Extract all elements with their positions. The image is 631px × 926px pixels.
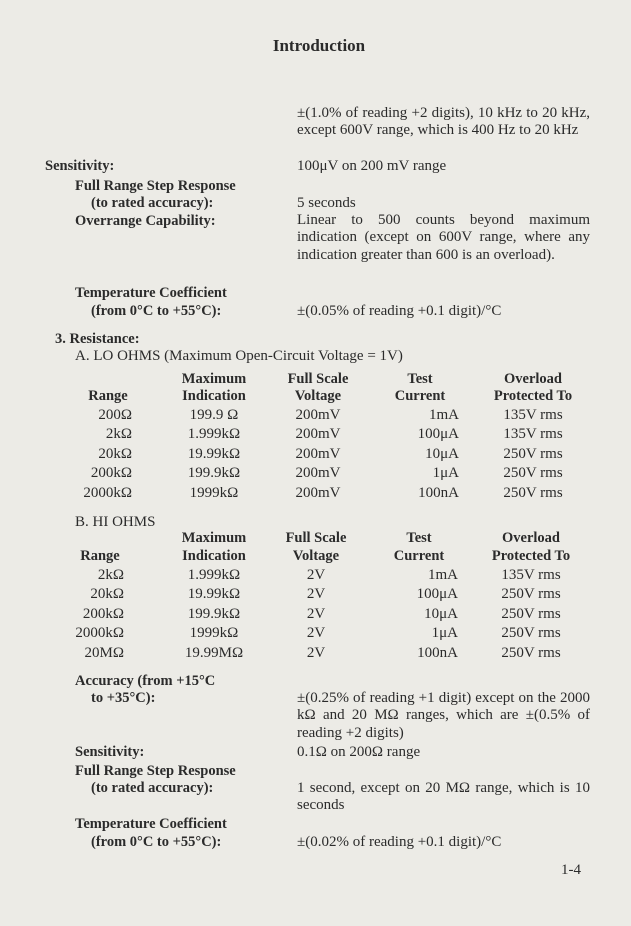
lo-row-fs: 200mV [295, 484, 341, 501]
resistance-heading: 3. Resistance: [55, 331, 140, 347]
page-number: 1-4 [561, 862, 581, 878]
hi-row-test: 1mA [428, 567, 458, 583]
lo-row-test: 1mA [429, 407, 459, 423]
hi-header-over-2: Protected To [491, 548, 571, 564]
lo-header-test-1: Test [407, 371, 433, 387]
temp-coefficient-label-2: (from 0°C to +55°C): [91, 303, 222, 319]
lo-row-range: 200kΩ [90, 465, 132, 482]
ohms-accuracy-value: ±(0.25% of reading +1 digit) except on the 2000 kΩ and 20 MΩ ranges, which are ±(0.5% of reading +2 digits) [297, 690, 590, 741]
hi-ohms-title: B. HI OHMS [75, 514, 156, 530]
lo-row-over: 250V rms [503, 445, 563, 462]
ac-accuracy-continuation: ±(1.0% of reading +2 digits), 10 kHz to 20 kHz, except 600V range, which is 400 Hz to 20 kHz [297, 105, 590, 139]
ohms-accuracy-label-2: to +35°C): [91, 690, 156, 706]
ohms-temp-label-2: (from 0°C to +55°C): [91, 834, 222, 850]
lo-row-fs: 200mV [295, 445, 341, 462]
ohms-temp-value: ±(0.02% of reading +0.1 digit)/°C [297, 834, 502, 850]
ohms-step-label-2: (to rated accuracy): [91, 780, 214, 796]
lo-row-fs: 200mV [295, 426, 341, 443]
ohms-step-value: 1 second, except on 20 MΩ range, which is 10 seconds [297, 780, 590, 814]
hi-row-test: 1μA [431, 625, 458, 642]
hi-header-test-2: Current [393, 548, 445, 564]
page-title: Introduction [272, 36, 366, 55]
hi-row-max: 19.99MΩ [184, 644, 244, 661]
hi-row-test: 100μA [416, 586, 458, 603]
lo-row-test: 1μA [432, 465, 459, 482]
lo-row-max: 1.999kΩ [187, 426, 241, 443]
ohms-step-label: Full Range Step Response [75, 763, 236, 779]
ohms-sensitivity-label: Sensitivity: [75, 744, 145, 760]
lo-ohms-title: A. LO OHMS (Maximum Open-Circuit Voltage = 1V) [75, 348, 403, 364]
overrange-value: Linear to 500 counts beyond maximum indication (except on 600V range, where any indication greater than 600 is an overload). [297, 212, 590, 263]
lo-row-test: 10μA [425, 445, 459, 462]
hi-row-range: 20MΩ [84, 644, 124, 661]
lo-row-max: 199.9 Ω [189, 407, 239, 423]
temp-coefficient-label: Temperature Coefficient [75, 285, 227, 301]
lo-row-fs: 200mV [295, 407, 341, 423]
hi-row-over: 250V rms [501, 644, 561, 661]
hi-row-range: 2kΩ [97, 567, 124, 583]
hi-header-max-2: Indication [182, 548, 246, 564]
ohms-temp-label: Temperature Coefficient [75, 816, 227, 832]
hi-row-fs: 2V [306, 605, 326, 622]
hi-row-over: 250V rms [501, 586, 561, 603]
lo-row-range: 2kΩ [105, 426, 132, 443]
temp-coefficient-value: ±(0.05% of reading +0.1 digit)/°C [297, 303, 502, 319]
hi-row-max: 199.9kΩ [187, 605, 241, 622]
hi-row-test: 10μA [424, 605, 458, 622]
lo-header-fs-1: Full Scale [287, 371, 349, 387]
lo-row-test: 100μA [417, 426, 459, 443]
ohms-sensitivity-value: 0.1Ω on 200Ω range [297, 744, 421, 760]
hi-header-fs-1: Full Scale [285, 530, 347, 546]
lo-row-over: 135V rms [503, 426, 563, 443]
ohms-accuracy-label: Accuracy (from +15°C [75, 673, 216, 689]
hi-row-max: 1999kΩ [189, 625, 239, 642]
lo-row-range: 20kΩ [98, 445, 132, 462]
lo-header-over-2: Protected To [493, 388, 573, 404]
hi-row-range: 200kΩ [82, 605, 124, 622]
lo-header-over-1: Overload [504, 371, 562, 387]
lo-row-max: 199.9kΩ [187, 465, 241, 482]
hi-row-range: 20kΩ [90, 586, 124, 603]
hi-header-fs-2: Voltage [292, 548, 340, 564]
step-response-label: Full Range Step Response [75, 178, 236, 194]
hi-row-range: 2000kΩ [75, 625, 124, 642]
hi-row-test: 100nA [417, 644, 458, 661]
lo-row-over: 250V rms [503, 484, 563, 501]
lo-row-test: 100nA [418, 484, 459, 501]
lo-header-fs-2: Voltage [294, 388, 342, 404]
hi-row-fs: 2V [306, 586, 326, 603]
hi-row-over: 250V rms [501, 625, 561, 642]
lo-row-range: 200Ω [98, 407, 132, 423]
lo-header-range: Range [88, 388, 128, 404]
hi-row-over: 135V rms [501, 567, 561, 583]
sensitivity-value: 100μV on 200 mV range [297, 158, 447, 174]
hi-header-range: Range [80, 548, 120, 564]
step-response-value: 5 seconds [297, 195, 356, 211]
lo-header-max-1: Maximum [181, 371, 247, 387]
hi-header-max-1: Maximum [181, 530, 247, 546]
lo-row-over: 135V rms [503, 407, 563, 423]
hi-row-over: 250V rms [501, 605, 561, 622]
hi-row-max: 19.99kΩ [187, 586, 241, 603]
lo-row-over: 250V rms [503, 465, 563, 482]
hi-header-over-1: Overload [502, 530, 560, 546]
hi-row-fs: 2V [306, 644, 326, 661]
hi-row-fs: 2V [306, 625, 326, 642]
step-response-label-2: (to rated accuracy): [91, 195, 214, 211]
lo-row-fs: 200mV [295, 465, 341, 482]
lo-row-max: 1999kΩ [189, 484, 239, 501]
lo-header-max-2: Indication [182, 388, 246, 404]
hi-row-max: 1.999kΩ [187, 567, 241, 583]
lo-header-test-2: Current [394, 388, 446, 404]
hi-row-fs: 2V [306, 567, 326, 583]
sensitivity-label: Sensitivity: [45, 158, 115, 174]
lo-row-max: 19.99kΩ [187, 445, 241, 462]
overrange-label: Overrange Capability: [75, 213, 216, 229]
lo-row-range: 2000kΩ [83, 484, 132, 501]
hi-header-test-1: Test [406, 530, 432, 546]
